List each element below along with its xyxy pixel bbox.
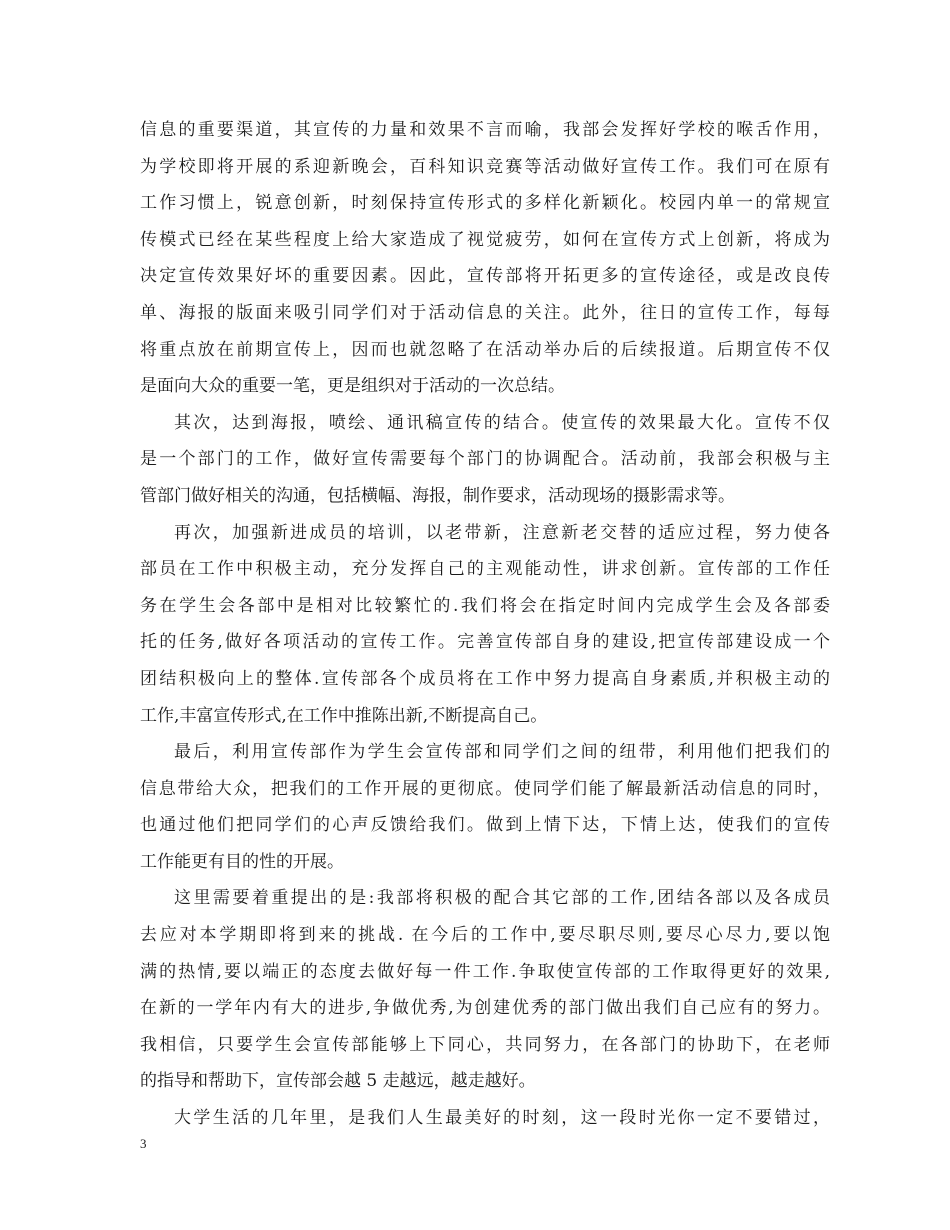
text-line: 单、海报的版面来吸引同学们对于活动信息的关注。此外，往日的宣传工作，每每 <box>140 302 830 323</box>
text-line: 的指导和帮助下，宣传部会越 5 走越远，越走越好。 <box>140 1071 536 1092</box>
document-body <box>140 112 830 1137</box>
text-line: 在新的一学年内有大的进步,争做优秀,为创建优秀的部门做出我们自己应有的努力。 <box>140 998 830 1019</box>
text-line: 信息带给大众，把我们的工作开展的更彻底。使同学们能了解最新活动信息的同时， <box>140 778 830 799</box>
text-line: 满的热情,要以端正的态度去做好每一件工作.争取使宣传部的工作取得更好的效果, <box>140 961 830 982</box>
text-line: 工作,丰富宣传形式,在工作中推陈出新,不断提高自己。 <box>140 705 548 726</box>
text-line: 这里需要着重提出的是:我部将积极的配合其它部的工作,团结各部以及各成员 <box>174 888 830 909</box>
text-line: 托的任务,做好各项活动的宣传工作。完善宣传部自身的建设,把宣传部建设成一个 <box>140 632 830 653</box>
text-line: 团结积极向上的整体.宣传部各个成员将在工作中努力提高自身素质,并积极主动的 <box>140 668 830 689</box>
text-line: 去应对本学期即将到来的挑战. 在今后的工作中,要尽职尽则,要尽心尽力,要以饱 <box>140 925 830 946</box>
text-line: 工作能更有目的性的开展。 <box>140 851 344 872</box>
text-line: 是面向大众的重要一笔，更是组织对于活动的一次总结。 <box>140 376 565 397</box>
text-line: 大学生活的几年里，是我们人生最美好的时刻，这一段时光你一定不要错过， <box>174 1108 830 1129</box>
text-line: 将重点放在前期宣传上，因而也就忽略了在活动举办后的后续报道。后期宣传不仅 <box>140 339 830 360</box>
text-line: 决定宣传效果好坏的重要因素。因此，宣传部将开拓更多的宣传途径，或是改良传 <box>140 266 830 287</box>
text-line: 也通过他们把同学们的心声反馈给我们。做到上情下达，下情上达，使我们的宣传 <box>140 815 830 836</box>
text-line: 我相信，只要学生会宣传部能够上下同心，共同努力，在各部门的协助下，在老师 <box>140 1034 830 1055</box>
text-line: 部员在工作中积极主动，充分发挥自己的主观能动性，讲求创新。宣传部的工作任 <box>140 559 830 580</box>
text-line: 务在学生会各部中是相对比较繁忙的.我们将会在指定时间内完成学生会及各部委 <box>140 595 830 616</box>
text-line: 最后，利用宣传部作为学生会宣传部和同学们之间的纽带，利用他们把我们的 <box>174 742 830 763</box>
text-line: 传模式已经在某些程度上给大家造成了视觉疲劳，如何在宣传方式上创新，将成为 <box>140 229 830 250</box>
text-line: 其次，达到海报，喷绘、通讯稿宣传的结合。使宣传的效果最大化。宣传不仅 <box>174 412 830 433</box>
text-line: 信息的重要渠道，其宣传的力量和效果不言而喻，我部会发挥好学校的喉舌作用， <box>140 120 830 140</box>
text-line: 管部门做好相关的沟通，包括横幅、海报，制作要求，活动现场的摄影需求等。 <box>140 485 735 506</box>
text-line: 为学校即将开展的系迎新晚会，百科知识竞赛等活动做好宣传工作。我们可在原有 <box>140 156 830 177</box>
text-line: 是一个部门的工作，做好宣传需要每个部门的协调配合。活动前，我部会积极与主 <box>140 449 830 470</box>
text-line: 工作习惯上，锐意创新，时刻保持宣传形式的多样化新颖化。校园内单一的常规宣 <box>140 193 830 214</box>
text-line: 再次，加强新进成员的培训，以老带新，注意新老交替的适应过程，努力使各 <box>174 522 830 543</box>
page-number: 3 <box>140 1136 147 1151</box>
